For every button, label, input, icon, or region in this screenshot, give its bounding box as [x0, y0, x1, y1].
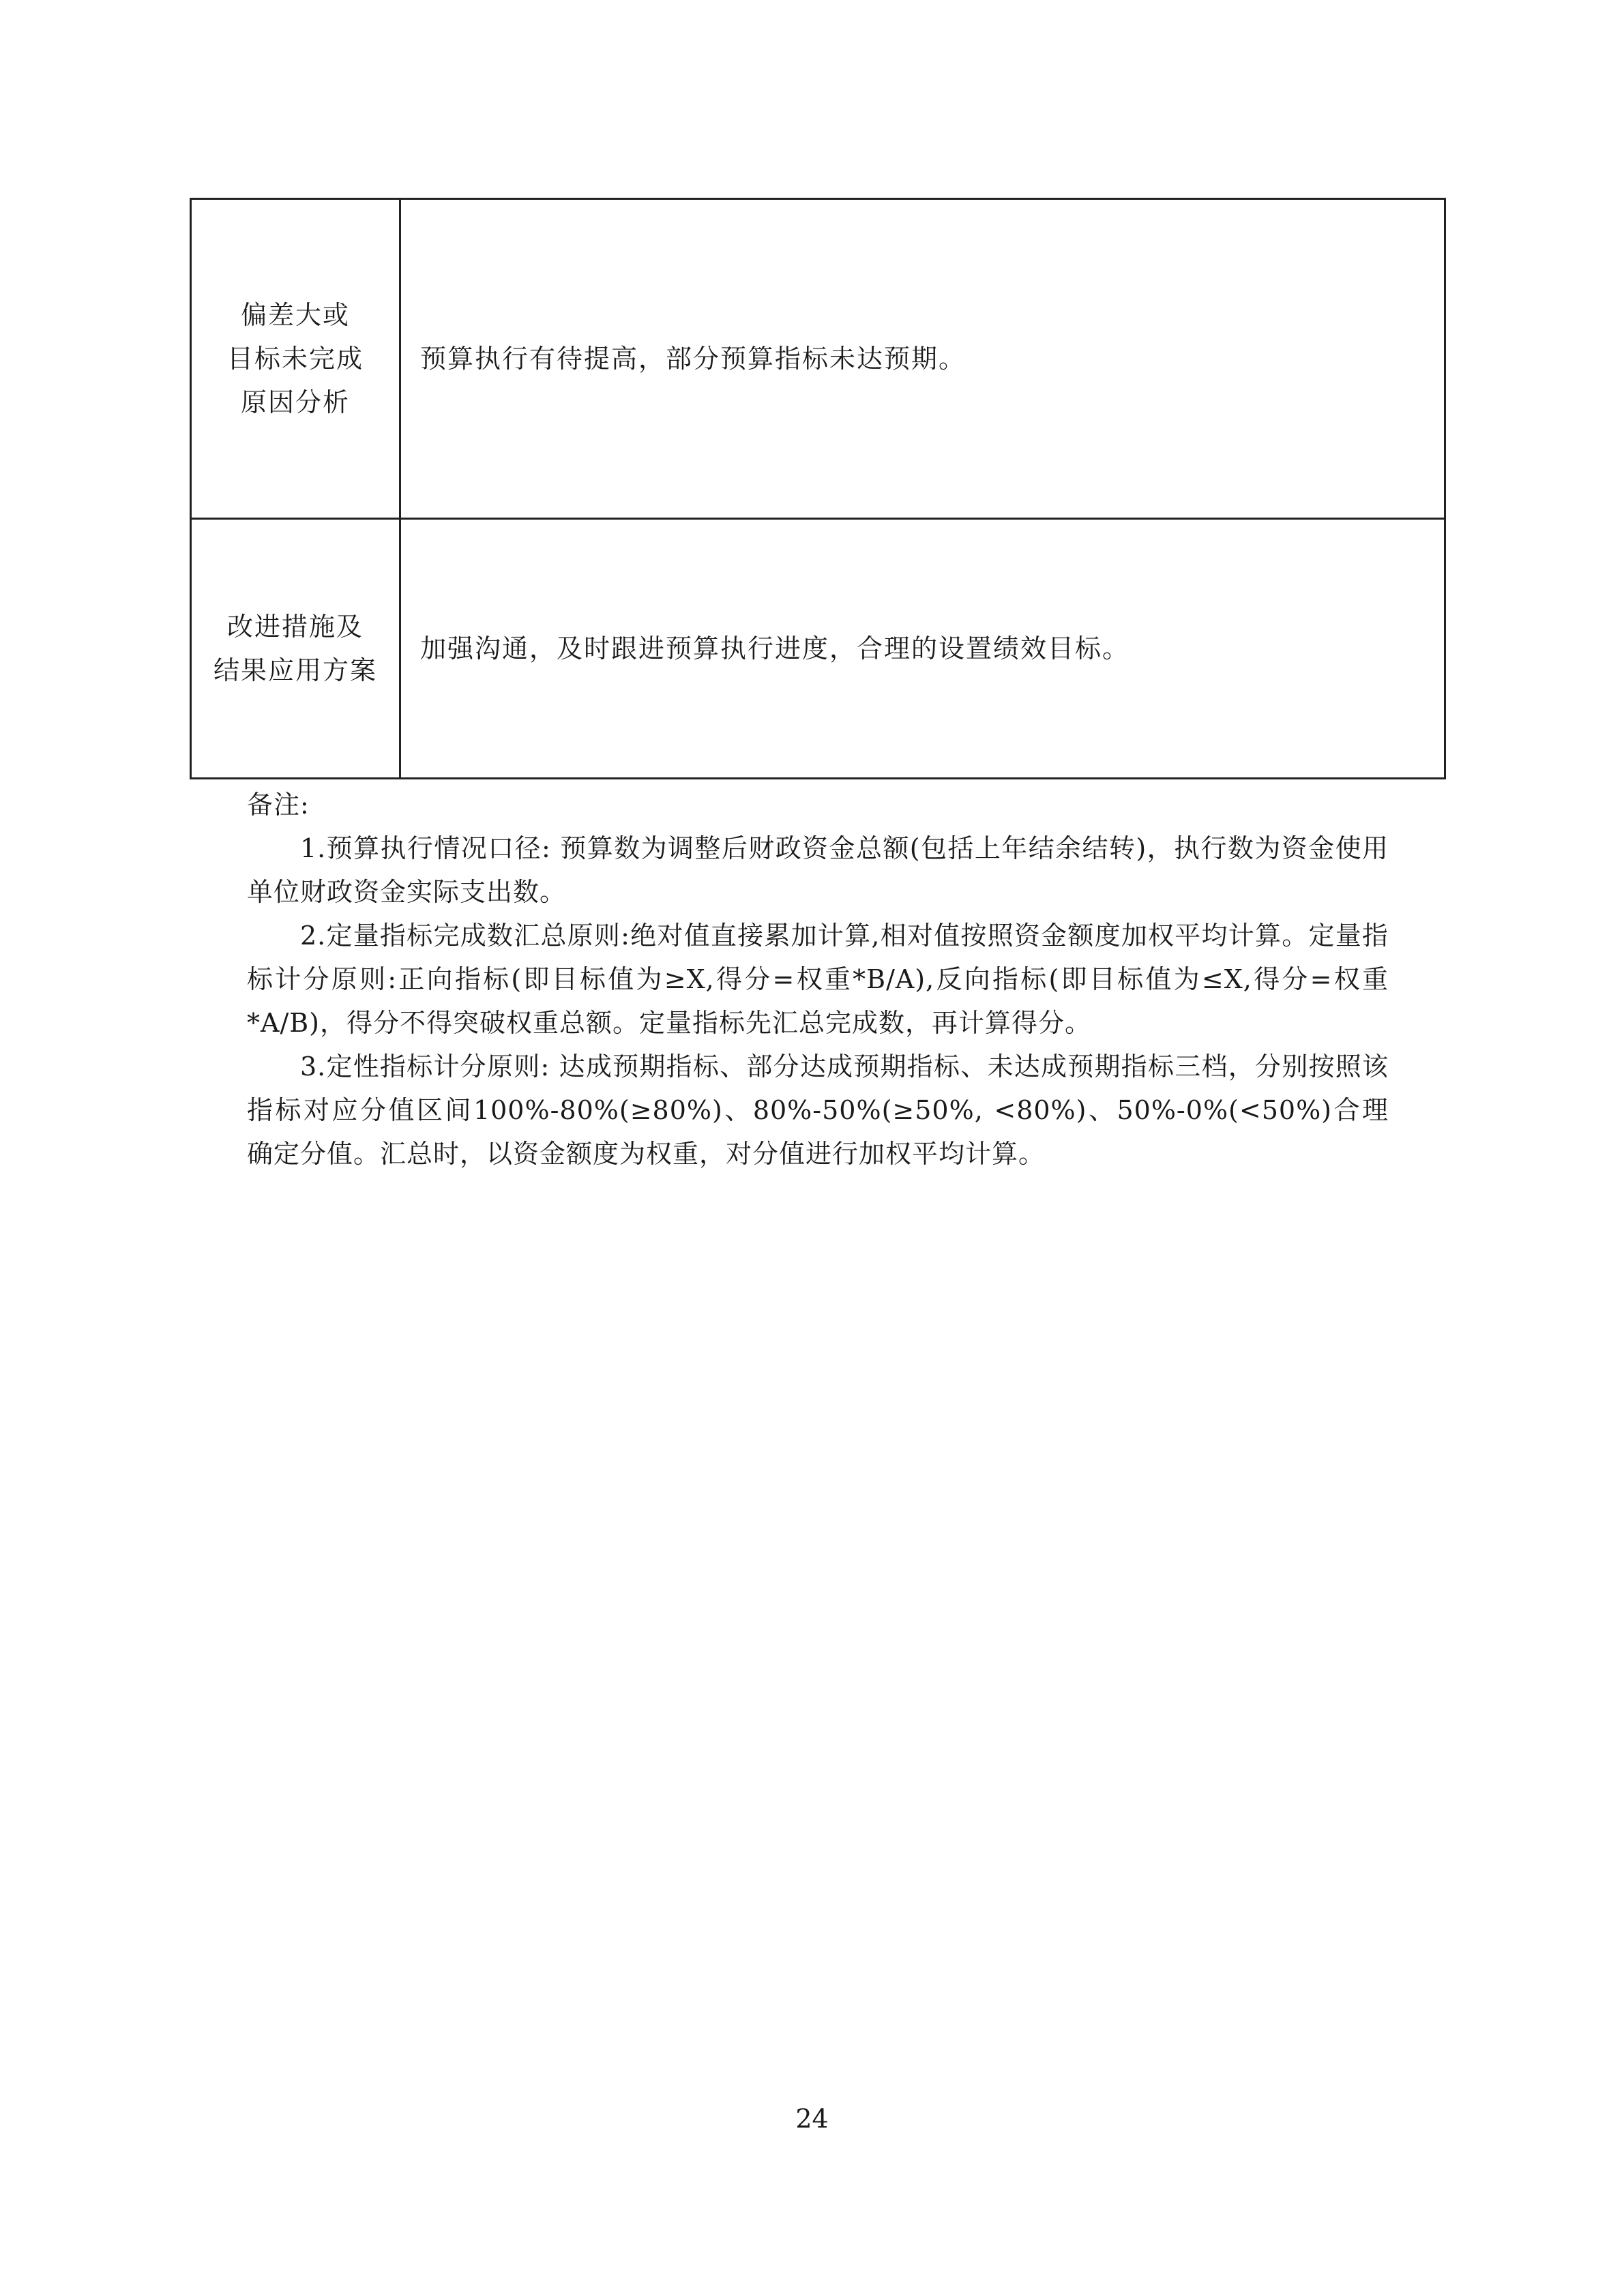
label-line: 结果应用方案 — [213, 655, 377, 685]
row-label-deviation-analysis — [191, 199, 400, 519]
performance-evaluation-table — [190, 198, 1446, 779]
note-item-2: 2.定量指标完成数汇总原则:绝对值直接累加计算,相对值按照资金额度加权平均计算。定量指标计分原则:正向指标(即目标值为≥X,得分=权重*B/A),反向指标(即目标值为≤X,得分=权重*A/B)，得分不得突破权重总额。定量指标先汇总完成数，再计算得分。 — [247, 921, 1389, 1038]
label-line: 改进措施及 — [226, 612, 364, 642]
label-line: 偏差大或 — [240, 300, 350, 330]
note-item-3: 3.定性指标计分原则: 达成预期指标、部分达成预期指标、未达成预期指标三档，分别按照该指标对应分值区间100%-80%(≥80%)、80%-50%(≥50%, <80%)、50%-0%(<50%)合理确定分值。汇总时，以资金额度为权重，对分值进行加权平均计算。 — [247, 1052, 1389, 1169]
notes-title: 备注: — [247, 790, 310, 820]
notes-section — [247, 783, 1389, 1176]
label-line: 目标未完成 — [226, 344, 364, 374]
note-item-1: 1.预算执行情况口径: 预算数为调整后财政资金总额(包括上年结余结转)，执行数为资金使用单位财政资金实际支出数。 — [247, 833, 1389, 907]
table-row-deviation-analysis — [191, 199, 1445, 519]
row-label-improvement-measures — [191, 519, 400, 779]
label-line: 原因分析 — [240, 387, 350, 417]
row-content-deviation-analysis: 预算执行有待提高，部分预算指标未达预期。 — [400, 199, 1445, 519]
table-row-improvement-measures — [191, 519, 1445, 779]
page-number: 24 — [795, 2104, 829, 2134]
row-content-improvement-measures: 加强沟通，及时跟进预算执行进度，合理的设置绩效目标。 — [400, 519, 1445, 779]
